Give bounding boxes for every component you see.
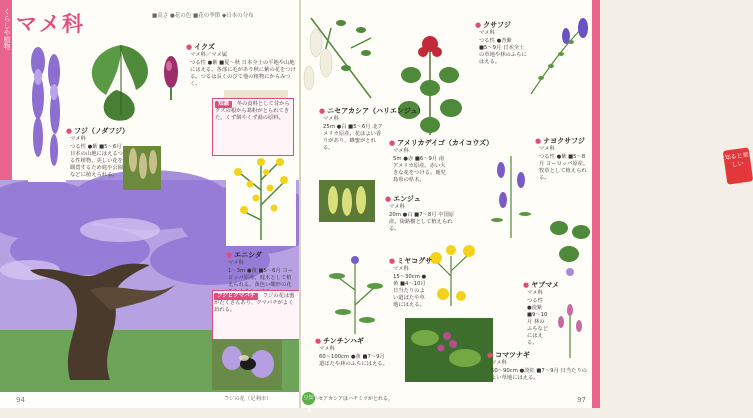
kusafuji-photo [521, 14, 593, 104]
entry-broom-text: 1〜3m ●黄 ■5〜6月 ヨーロッパ原産。庭木として植えられる。黄色い蝶形の花 [228, 268, 294, 288]
entry-fuji-name: ● フジ（ノダフジ） [66, 127, 130, 135]
entry-locust-sub: マメ科 [323, 116, 339, 122]
entry-enjyu-sub: マメ科 [389, 204, 405, 210]
left-page [0, 0, 299, 408]
entry-nayokusafuji-sub: マメ科 [539, 146, 555, 152]
kudzu-leaf-photo [76, 40, 166, 128]
entry-broom-sub: マメ科 [228, 260, 244, 266]
entry-komatsunagi-text: 50〜90cm ●淡紅 ■7〜9月 日当たりのよい草地にはえる。 [491, 368, 587, 381]
entry-broom-name: ● エニシダ [226, 251, 262, 259]
left-page-number: 94 [16, 396, 25, 404]
entry-kusafuji-title: クサフジ [483, 21, 511, 29]
entry-locust-text: 25m ●白 ■5〜6月 北アメリカ原産。花はよい香りがあり、蜂蜜がとれる。 [323, 124, 383, 151]
chinchinhagi-photo [325, 250, 385, 336]
entry-miyakogusa-title: ミヤコグサ [397, 257, 433, 265]
right-side-tab [592, 0, 600, 408]
kudzu-vine-photo [123, 146, 161, 190]
note-kudzu-tag: 知識 [215, 101, 232, 108]
entry-locust-name: ● ニセアカシア（ハリエンジュ） [319, 107, 425, 115]
entry-kudzu-sub: マメ科／マメ属 [190, 52, 228, 58]
footer-tip-badge: 豆知識 [302, 392, 315, 405]
entry-miyakogusa-sub: マメ科 [393, 266, 409, 272]
entry-coral-title: アメリカデイゴ（カイコウズ） [397, 139, 494, 147]
photo-caption: フジの花（足利市） [224, 396, 272, 402]
section-tab-label: くらしや植物 [3, 8, 11, 50]
entry-komatsunagi-sub: マメ科 [491, 360, 507, 366]
entry-locust-title: ニセアカシア（ハリエンジュ） [327, 107, 425, 115]
entry-kudzu-title: イクズ [194, 43, 215, 51]
legend: ■高さ ●花の色 ■花の季節 ◆日本の分布 [152, 13, 254, 19]
carpenter-bee-photo [212, 336, 282, 390]
entry-enjyu-title: エンジュ [393, 195, 421, 203]
entry-nayokusafuji-text: つる性 ●紫 ■5〜8月 ヨーロッパ原産。牧草として植えられる。 [539, 154, 589, 181]
entry-komatsunagi-name: ● コマツナギ [487, 351, 530, 359]
entry-chinchinhagi-title: チンチンハギ [323, 337, 364, 345]
right-page [301, 0, 750, 408]
entry-nayokusafuji-name: ● ナヨクサフジ [535, 137, 585, 145]
entry-kudzu-name: ● イクズ [186, 43, 215, 51]
note-kudzu-text: 冬の食料として昔からクズの根から葛粉がとられてきた。くず餅やくず湯の原料。 [215, 101, 290, 121]
page-title: マメ科 [16, 12, 85, 36]
entry-coral-text: 5m ●赤 ■6〜9月 南アメリカ原産。赤い大きな花をつける。鹿児島県の県木。 [393, 156, 446, 183]
entry-broom-title: エニシダ [234, 251, 262, 259]
miyakogusa-photo [421, 236, 481, 308]
entry-kusafuji-text: つる性 ●青紫 ■5〜9月 日本全土の草地や林のふちにはえる。 [479, 38, 527, 65]
right-page-number: 97 [577, 396, 586, 404]
tip-stamp: 知ると楽しい [723, 147, 753, 184]
purple-pea-photo [405, 318, 493, 382]
entry-yabumame-title: ヤブマメ [531, 281, 560, 289]
wisteria-flower-photo [28, 42, 66, 182]
entry-kudzu-text: つる性 ●紫 ■夏〜秋 日本全土の平地や山地にはえる。各部に毛があり秋に紫の花をつける。つるは長くのびて他の植物にからみつく。 [190, 60, 296, 87]
note-bee [214, 293, 296, 314]
coral-tree-photo [393, 30, 467, 140]
entry-chinchinhagi-sub: マメ科 [319, 346, 335, 352]
entry-yabumame-sub: マメ科 [527, 290, 543, 296]
entry-komatsunagi-title: コマツナギ [495, 351, 530, 359]
broom-shrub-photo [226, 150, 296, 246]
footer-note: ニセアカシアはハチミツがとれる。 [313, 396, 393, 402]
entry-coral-name: ● アメリカデイゴ（カイコウズ） [389, 139, 494, 147]
note-kudzu [215, 101, 291, 122]
entry-nayokusafuji-title: ナヨクサフジ [543, 137, 585, 145]
komatsunagi-photo [547, 300, 593, 360]
entry-miyakogusa-text: 15〜30cm ●黄 ■4〜10月 日当たりのよい道ばたや草地にはえる。 [393, 274, 427, 308]
entry-chinchinhagi-name: ● チンチンハギ [315, 337, 364, 345]
black-locust-photo [301, 8, 381, 104]
entry-chinchinhagi-text: 60〜100cm ●黄 ■7〜9月 道ばたや林のふちにはえる。 [319, 354, 388, 367]
entry-yabumame-text: つる性 ●淡紫 ■9〜10月 林のふちなどにはえる。 [527, 298, 549, 346]
entry-enjyu-name: ● エンジュ [385, 195, 421, 203]
note-bee-tag: フジとクマバチ [214, 293, 258, 300]
entry-fuji-title: フジ（ノダフジ） [74, 127, 130, 135]
entry-enjyu-text: 20m ●白 ■7〜8月 中国原産。街路樹として植えられる。 [389, 212, 455, 232]
entry-kusafuji-sub: マメ科 [479, 30, 495, 36]
entry-fuji-text: つる性 ●紫 ■5〜6月 日本の山地にはえるつる性植物。美しい花を観賞するため庭や公園などに植えられる。 [70, 144, 123, 178]
black-locust-pods-photo [319, 180, 375, 222]
entry-kusafuji-name: ● クサフジ [475, 21, 511, 29]
entry-coral-sub: マメ科 [393, 148, 409, 154]
nayokusafuji-photo [487, 150, 535, 240]
entry-miyakogusa-name: ● ミヤコグサ [389, 257, 433, 265]
note-bee-text: フジの花は蜜がたくさんあり、クマバチがよく訪れる。 [214, 293, 295, 313]
kudzu-flower-photo [160, 52, 182, 100]
yabumame-photo [547, 214, 593, 278]
entry-yabumame-name: ● ヤブマメ [523, 281, 560, 289]
entry-fuji-sub: マメ科 [70, 136, 86, 142]
